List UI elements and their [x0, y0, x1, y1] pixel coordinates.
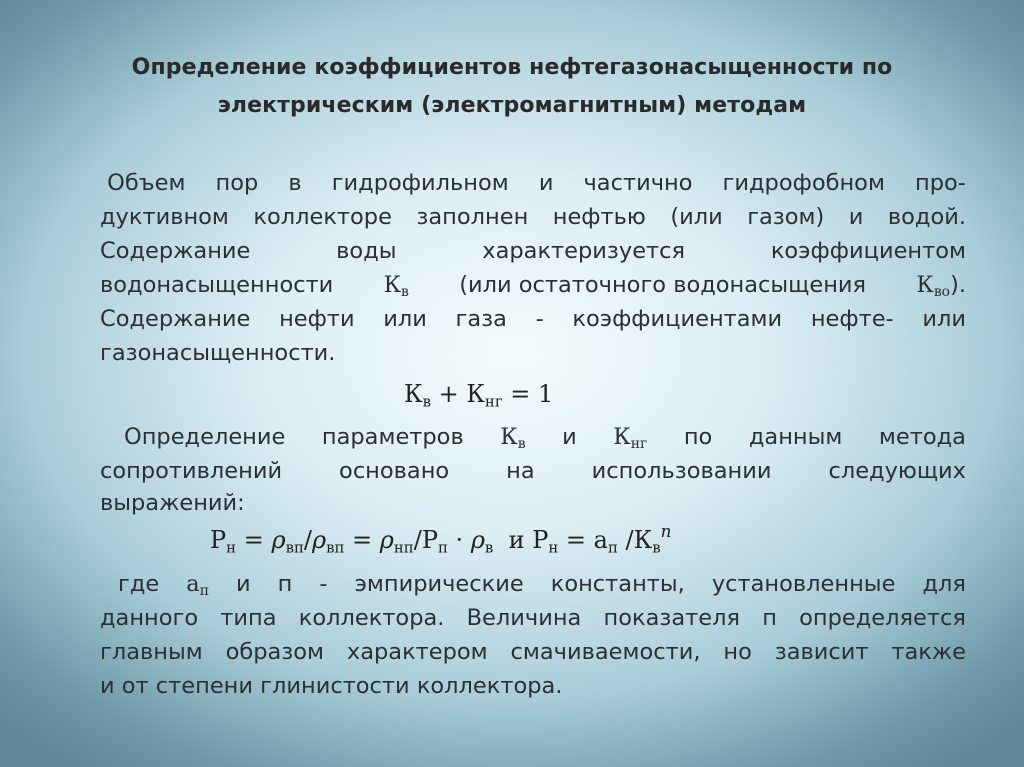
word: частично — [583, 170, 693, 196]
word: или — [922, 306, 966, 332]
word: основано — [339, 458, 450, 484]
word: п — [762, 605, 777, 631]
word: характером — [346, 639, 488, 665]
word: воды — [336, 238, 397, 264]
word: коэффициентами — [572, 306, 783, 332]
word: главным — [100, 639, 203, 665]
symbol-pn: $Р_н$ — [532, 526, 559, 557]
word: коллектора. — [298, 605, 445, 631]
word: и — [848, 204, 864, 230]
word: нефти — [279, 306, 355, 332]
paragraph-3-line-4: и от степени глинистости коллектора. — [100, 673, 563, 699]
word: Содержание — [100, 238, 251, 264]
word: или — [383, 306, 427, 332]
word: смачиваемости, — [510, 639, 701, 665]
word: пор — [215, 170, 259, 196]
word: нефте- — [810, 306, 894, 332]
word: (или — [670, 204, 723, 230]
symbol-rho-vp: $\rho_{вп}$ — [271, 526, 304, 557]
word: следующих — [828, 458, 966, 484]
symbol-pn: $Р_н$ — [210, 526, 237, 557]
word: заполнен — [416, 204, 529, 230]
paragraph-2-line-2 — [100, 456, 966, 486]
symbol-kvo: $К_{во}$). — [916, 272, 966, 301]
symbol-rho-np: $\rho_{нп}$ — [379, 526, 414, 557]
paragraph-3-line-1: где $а_п$ и п - эмпирические константы, установленные для — [118, 571, 966, 600]
word: типа — [220, 605, 277, 631]
symbol-kv-power-n: $К_в^n$ — [633, 521, 672, 557]
word: нефтью — [552, 204, 646, 230]
number-one: 1 — [538, 380, 554, 408]
word: характеризуется — [482, 238, 686, 264]
word: данного — [100, 605, 199, 631]
word: и — [538, 170, 554, 196]
paragraph-1-line-4 — [100, 270, 966, 300]
paragraph-2-line-1: Определение параметров $К_в$ и $К_{нг}$ по данным метода — [124, 424, 966, 453]
paragraph-1-line-3 — [100, 236, 966, 266]
symbol-an: $а_п$ — [186, 571, 209, 600]
word: про- — [915, 170, 966, 196]
word: на — [506, 458, 535, 484]
word: гидрофильном — [331, 170, 509, 196]
paragraph-1-line-1 — [100, 168, 966, 198]
paragraph-1-line-6: газонасыщенности. — [100, 340, 336, 366]
word: образом — [225, 639, 325, 665]
symbol-kng: $К_{нг}$ — [613, 424, 648, 453]
word: Объем — [100, 170, 186, 196]
word: газом) — [747, 204, 825, 230]
slide-title-line-2: электрическим (электромагнитным) методам — [217, 93, 807, 118]
word: Содержание — [100, 306, 251, 332]
symbol-kv: $К_в$ — [383, 272, 409, 301]
symbol-rho-vp: $\rho_{вп}$ — [311, 526, 345, 557]
word: коллекторе — [253, 204, 392, 230]
word: использовании — [591, 458, 772, 484]
paragraph-1-line-2 — [100, 202, 966, 232]
word: дуктивном — [100, 204, 229, 230]
symbol-kv: $К_в$ — [404, 380, 431, 411]
slide-title-line-1: Определение коэффициентов нефтегазонасыщенности по — [131, 55, 893, 80]
formula-saturation-sum — [404, 379, 553, 409]
symbol-an: $а_п$ — [593, 526, 618, 557]
word: в — [288, 170, 302, 196]
paragraph-1-line-5 — [100, 304, 966, 334]
operator-plus: + — [438, 380, 459, 408]
word: зависит — [774, 639, 869, 665]
word: также — [891, 639, 966, 665]
word: сопротивлений — [100, 458, 283, 484]
symbol-rho-v: $\rho_в$ — [470, 526, 494, 557]
paragraph-1-text: (или остаточного водонасыщения — [459, 272, 867, 298]
paragraph-3-line-2 — [100, 603, 966, 633]
word: Величина — [466, 605, 582, 631]
word: водой. — [887, 204, 966, 230]
operator-equals: = — [510, 380, 531, 408]
symbol-kv: $К_в$ — [500, 424, 526, 453]
word: газа — [455, 306, 507, 332]
word: - — [535, 306, 544, 332]
word: но — [723, 639, 752, 665]
word: гидрофобном — [722, 170, 885, 196]
formula-resistivity: $Р_н = \rho_{вп}/\rho_{вп} = \rho_{нп}/Р_п \cdot \rho_в$ и $Р_н = а_п$ $/К_в^n$ — [210, 521, 672, 557]
symbol-kng: $К_{нг}$ — [466, 380, 503, 411]
paragraph-2-line-3: выражений: — [100, 490, 245, 516]
word: коэффициентом — [770, 238, 966, 264]
word: определяется — [799, 605, 966, 631]
paragraph-1-text: водонасыщенности — [100, 272, 334, 298]
symbol-pp: $Р_п$ — [421, 526, 448, 557]
paragraph-3-line-3 — [100, 637, 966, 667]
word: показателя — [603, 605, 741, 631]
